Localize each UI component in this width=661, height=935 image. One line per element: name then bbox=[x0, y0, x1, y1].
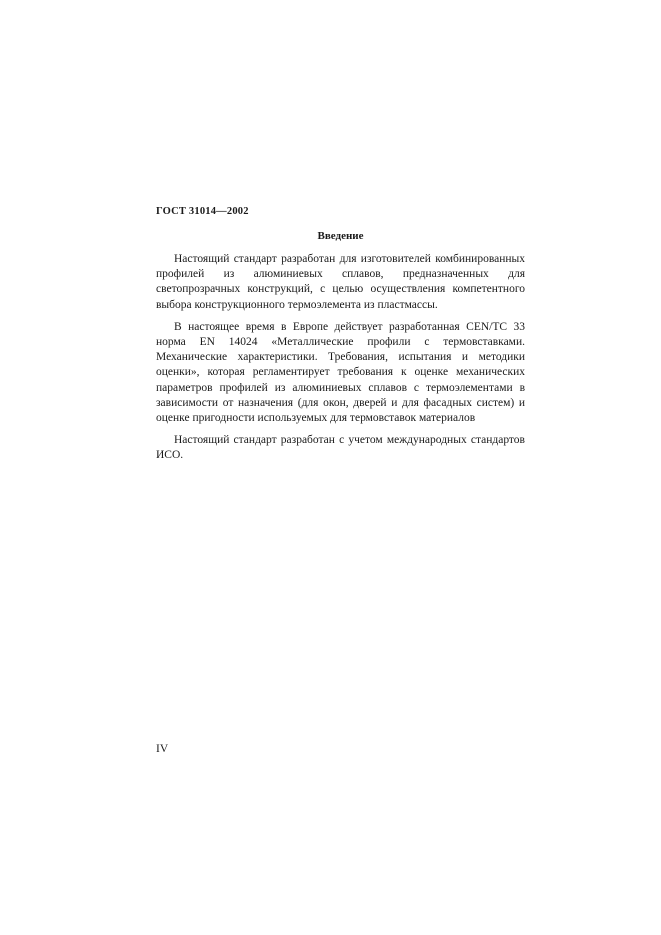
standard-header: ГОСТ 31014—2002 bbox=[156, 206, 249, 217]
page-number: IV bbox=[156, 743, 169, 755]
section-title: Введение bbox=[317, 230, 364, 242]
introduction-body bbox=[156, 252, 525, 471]
paragraph-3: Настоящий стандарт разработан с учетом международных стандартов ИСО. bbox=[156, 434, 525, 462]
paragraph-1: Настоящий стандарт разработан для изготовителей комбинированных профилей из алюминиевых сплавов, предназначенных для светопрозрачных конструкций, с целью осуществления компетентного выбора конструкционного термоэлемента из пластмассы. bbox=[156, 253, 525, 311]
paragraph-2: В настоящее время в Европе действует разработанная CEN/TC 33 норма EN 14024 «Металлические профили с термовставками. Механические характеристики. Требования, испытания и методики оценки», которая регламентирует требования к оценке механических параметров профилей из алюминиевых сплавов с термоэлементами в зависимости от назначения (для окон, дверей и для фасадных систем) и оценке пригодности используемых для термовставок материалов bbox=[156, 320, 525, 425]
